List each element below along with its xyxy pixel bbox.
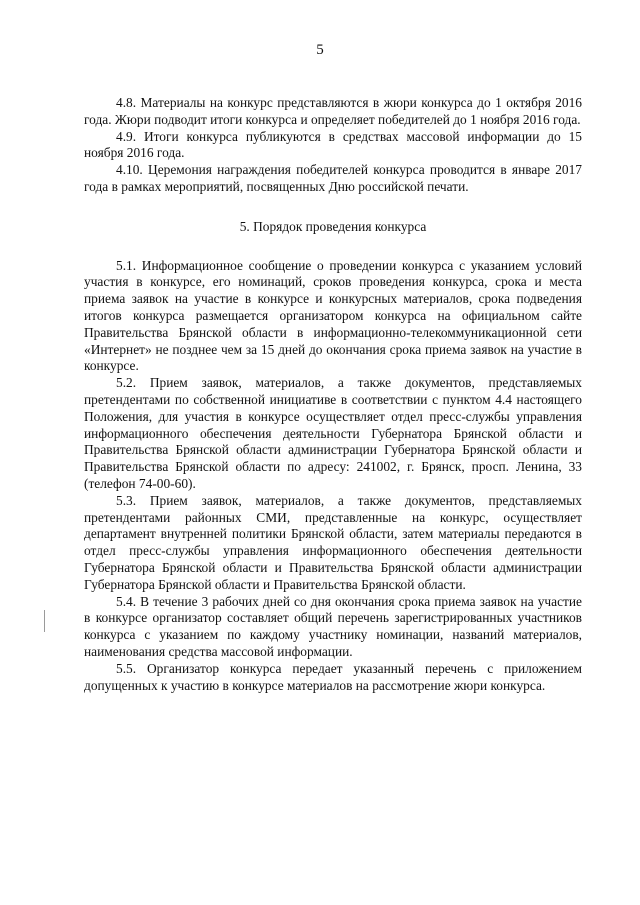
paragraph-5-1: 5.1. Информационное сообщение о проведении конкурса с указанием условий участия в конкурсе, его номинаций, сроков проведения конкурса, срока и места приема заявок на участие в конкурсе и конкурсных материалов, срока подведения итогов конкурса размещается организатором конкурса на официальном сайте Правительства Брянской области в информационно-телекоммуникационной сети «Интернет» не позднее чем за 15 дней до окончания срока приема заявок на участие в конкурсе. bbox=[84, 257, 582, 374]
paragraph-5-5: 5.5. Организатор конкурса передает указанный перечень с приложением допущенных к участию в конкурсе материалов на рассмотрение жюри конкурса. bbox=[84, 660, 582, 693]
section-5-heading: 5. Порядок проведения конкурса bbox=[239, 218, 427, 234]
paragraph-4-9: 4.9. Итоги конкурса публикуются в средствах массовой информации до 15 ноября 2016 года. bbox=[84, 128, 582, 161]
margin-scan-mark bbox=[44, 610, 45, 632]
page-number: 5 bbox=[316, 42, 324, 58]
paragraph-4-8: 4.8. Материалы на конкурс представляются в жюри конкурса до 1 октября 2016 года. Жюри подводит итоги конкурса и определяет победителей до 1 ноября 2016 года. bbox=[84, 95, 582, 127]
paragraph-5-3: 5.3. Прием заявок, материалов, а также документов, представляемых претендентами районных СМИ, представленные на конкурс, осуществляет департамент внутренней политики Брянской области, затем материалы передаются в отдел пресс-службы управления информационного обеспечения деятельности Губернатора Брянской области и Правительства Брянской области администрации Губернатора Брянской области и Правительства Брянской области. bbox=[84, 492, 582, 592]
page-content bbox=[84, 95, 582, 694]
paragraph-5-2: 5.2. Прием заявок, материалов, а также документов, представляемых претендентами по собственной инициативе в соответствии с пунктом 4.4 настоящего Положения, для участия в конкурсе осуществляет отдел пресс-службы управления информационного обеспечения деятельности Губернатора Брянской области и Правительства Брянской области администрации Губернатора Брянской области и Правительства Брянской области по адресу: 241002, г. Брянск, просп. Ленина, 33 (телефон 74-00-60). bbox=[84, 375, 582, 491]
paragraph-5-4: 5.4. В течение 3 рабочих дней со дня окончания срока приема заявок на участие в конкурсе организатор составляет общий перечень зарегистрированных участников конкурса с указанием по каждому участнику номинации, названий материалов, наименования средства массовой информации. bbox=[84, 593, 582, 659]
paragraph-4-10: 4.10. Церемония награждения победителей конкурса проводится в январе 2017 года в рамках мероприятий, посвященных Дню российской печати. bbox=[84, 162, 582, 194]
